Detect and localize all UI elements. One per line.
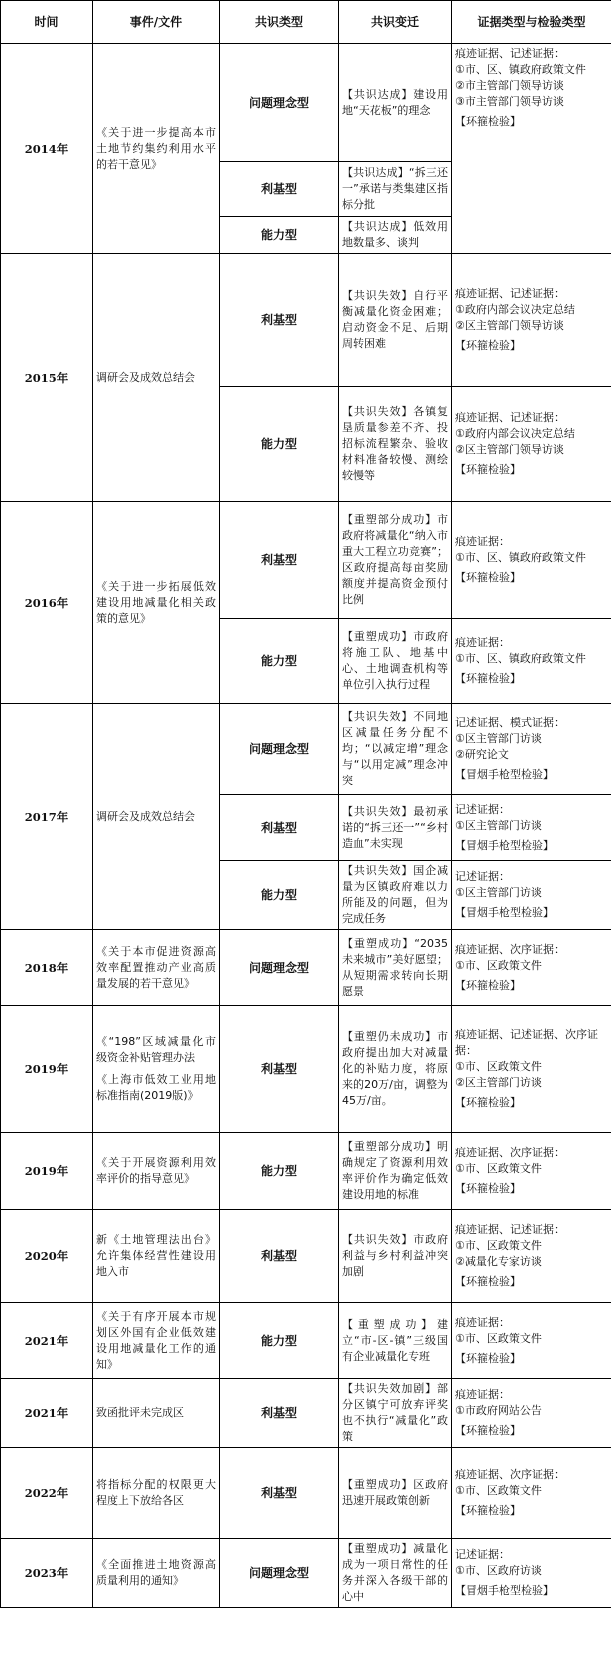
consensus-change-cell: 【重塑部分成功】明确规定了资源利用效率评价作为确定低效建设用地的标准	[339, 1133, 452, 1210]
event-document: 《关于进一步提高本市土地节约集约利用水平的若干意见》	[96, 125, 216, 171]
evidence-item: ②研究论文	[455, 748, 509, 761]
evidence-item: ③市主管部门领导访谈	[455, 95, 564, 108]
test-type-label: 【环箍检验】	[455, 1504, 521, 1517]
consensus-change-cell: 【共识失效】自行平衡减量化资金困难；启动资金不足、后期周转困难	[339, 254, 452, 387]
header-event: 事件/文件	[93, 1, 220, 44]
evidence-item: ①政府内部会议决定总结	[455, 427, 575, 440]
evidence-item: ①区主管部门访谈	[455, 732, 542, 745]
consensus-change-cell: 【重塑部分成功】市政府将减量化“纳入市重大工程立功竞赛”；区政府提高每亩奖励额度并提高资金预付比例	[339, 502, 452, 619]
consensus-type-cell: 问题理念型	[220, 930, 339, 1006]
table-row	[1, 44, 611, 162]
evidence-heading: 痕迹证据：	[455, 535, 510, 548]
table-row	[1, 502, 611, 619]
evidence-cell	[452, 795, 611, 861]
evidence-item: ①市、区政府访谈	[455, 1564, 542, 1577]
evidence-item: ①市、区、镇政府政策文件	[455, 63, 586, 76]
test-type-label: 【冒烟手枪型检验】	[455, 1584, 554, 1597]
event-document: 新《土地管理法出台》允许集体经营性建设用地入市	[96, 1233, 216, 1278]
year-cell: 2023年	[1, 1539, 93, 1608]
event-cell	[93, 1006, 220, 1133]
evidence-item: ①市政府网站公告	[455, 1404, 542, 1417]
table-row	[1, 1303, 611, 1379]
evidence-cell	[452, 1539, 611, 1608]
evidence-item: ②区主管部门访谈	[455, 1076, 542, 1089]
year-cell: 2018年	[1, 930, 93, 1006]
table-row	[1, 704, 611, 795]
evidence-heading: 痕迹证据：	[455, 636, 510, 649]
event-cell	[93, 1303, 220, 1379]
header-consensus-type: 共识类型	[220, 1, 339, 44]
event-cell	[93, 1448, 220, 1539]
consensus-type-cell: 能力型	[220, 1303, 339, 1379]
consensus-change-cell: 【重塑成功】“2035未来城市”美好愿望；从短期需求转向长期愿景	[339, 930, 452, 1006]
consensus-change-cell: 【共识失效加剧】部分区镇宁可放弃评奖也不执行“减量化”政策	[339, 1379, 452, 1448]
evidence-cell	[452, 254, 611, 387]
evidence-item: ②区主管部门领导访谈	[455, 443, 564, 456]
consensus-type-cell: 能力型	[220, 217, 339, 254]
table-row	[1, 1210, 611, 1303]
test-type-label: 【冒烟手枪型检验】	[455, 768, 554, 781]
evidence-cell	[452, 861, 611, 930]
evidence-cell	[452, 1448, 611, 1539]
table-header-row	[1, 1, 611, 44]
evidence-heading: 痕迹证据、记述证据：	[455, 411, 565, 424]
evidence-heading: 记述证据：	[455, 1548, 510, 1561]
year-cell: 2021年	[1, 1379, 93, 1448]
year-cell: 2015年	[1, 254, 93, 502]
test-type-label: 【冒烟手枪型检验】	[455, 838, 554, 852]
consensus-change-cell: 【共识失效】各镇复垦质量参差不齐、投招标流程繁杂、验收材料准备较慢、测绘较慢等	[339, 387, 452, 502]
evidence-item: ①市、区政策文件	[455, 1162, 542, 1175]
test-type-label: 【环箍检验】	[455, 115, 521, 128]
event-document: 致函批评未完成区	[96, 1406, 184, 1419]
header-time: 时间	[1, 1, 93, 44]
consensus-change-cell: 【重塑成功】市政府将施工队、地基中心、土地调查机构等单位引入执行过程	[339, 619, 452, 704]
table-row	[1, 1539, 611, 1608]
consensus-type-cell: 能力型	[220, 1133, 339, 1210]
evidence-item: ①区主管部门访谈	[455, 818, 542, 832]
consensus-change-cell: 【共识达成】“拆三还一”承诺与类集建区指标分批	[339, 162, 452, 217]
consensus-change-cell: 【共识失效】国企减量为区镇政府难以力所能及的问题，但为完成任务	[339, 861, 452, 930]
test-type-label: 【环箍检验】	[455, 672, 521, 685]
consensus-change-cell: 【共识失效】最初承诺的“拆三还一”“乡村造血”未实现	[339, 795, 452, 861]
evidence-cell	[452, 1379, 611, 1448]
event-document: 《上海市低效工业用地标准指南(2019版)》	[96, 1073, 216, 1102]
event-document: 《“198”区域减量化市级资金补贴管理办法	[96, 1035, 216, 1064]
event-document: 《关于本市促进资源高效率配置推动产业高质量发展的若干意见》	[96, 944, 216, 990]
evidence-heading: 痕迹证据：	[455, 1388, 510, 1401]
evidence-cell	[452, 930, 611, 1006]
evidence-heading: 痕迹证据、记述证据：	[455, 47, 565, 60]
year-cell: 2020年	[1, 1210, 93, 1303]
test-type-label: 【环箍检验】	[455, 339, 521, 352]
evidence-heading: 痕迹证据、记述证据：	[455, 1223, 565, 1236]
header-evidence-type: 证据类型与检验类型	[452, 1, 611, 44]
consensus-type-cell: 利基型	[220, 1379, 339, 1448]
consensus-change-cell: 【重塑仍未成功】市政府提出加大对减量化的补贴力度，将原来的20万/亩，调整为45万/亩。	[339, 1006, 452, 1133]
evidence-cell	[452, 1133, 611, 1210]
test-type-label: 【环箍检验】	[455, 463, 521, 476]
consensus-type-cell: 利基型	[220, 1210, 339, 1303]
evidence-cell	[452, 387, 611, 502]
evidence-cell	[452, 704, 611, 795]
event-document: 《关于开展资源利用效率评价的指导意见》	[96, 1156, 216, 1185]
year-cell: 2021年	[1, 1303, 93, 1379]
evidence-item: ①市、区政策文件	[455, 958, 542, 972]
consensus-type-cell: 利基型	[220, 162, 339, 217]
evidence-item: ①市、区、镇政府政策文件	[455, 652, 586, 665]
evidence-cell	[452, 619, 611, 704]
evidence-cell	[452, 1303, 611, 1379]
consensus-change-cell: 【共识达成】建设用地“天花板”的理念	[339, 44, 452, 162]
evidence-item: ①市、区政策文件	[455, 1484, 542, 1497]
evidence-heading: 痕迹证据、次序证据：	[455, 1468, 565, 1481]
event-cell	[93, 1133, 220, 1210]
test-type-label: 【环箍检验】	[455, 1182, 521, 1195]
table-row	[1, 1133, 611, 1210]
consensus-type-cell: 能力型	[220, 619, 339, 704]
evidence-item: ①市、区、镇政府政策文件	[455, 551, 586, 564]
year-cell: 2017年	[1, 704, 93, 930]
year-cell: 2016年	[1, 502, 93, 704]
evidence-item: ①政府内部会议决定总结	[455, 303, 575, 316]
consensus-type-cell: 利基型	[220, 795, 339, 861]
consensus-change-cell: 【共识达成】低效用地数量多、谈判	[339, 217, 452, 254]
table-row	[1, 254, 611, 387]
year-cell: 2022年	[1, 1448, 93, 1539]
consensus-type-cell: 利基型	[220, 254, 339, 387]
evidence-heading: 记述证据：	[455, 870, 510, 883]
event-cell	[93, 44, 220, 254]
event-document: 调研会及成效总结会	[96, 809, 195, 823]
event-cell	[93, 930, 220, 1006]
evidence-item: ②区主管部门领导访谈	[455, 319, 564, 332]
test-type-label: 【环箍检验】	[455, 978, 521, 992]
test-type-label: 【环箍检验】	[455, 1351, 521, 1365]
evidence-cell	[452, 1210, 611, 1303]
table-row	[1, 930, 611, 1006]
event-cell	[93, 1539, 220, 1608]
evidence-heading: 记述证据：	[455, 802, 510, 816]
consensus-change-cell: 【共识失效】不同地区减量任务分配不均；“以减定增”理念与“以用定减”理念冲突	[339, 704, 452, 795]
year-cell: 2014年	[1, 44, 93, 254]
year-cell: 2019年	[1, 1133, 93, 1210]
event-document: 《关于有序开展本市规划区外国有企业低效建设用地减量化工作的通知》	[96, 1309, 216, 1371]
evidence-item: ①区主管部门访谈	[455, 886, 542, 899]
event-cell	[93, 1379, 220, 1448]
event-cell	[93, 704, 220, 930]
table-row	[1, 1448, 611, 1539]
consensus-type-cell: 利基型	[220, 1006, 339, 1133]
evidence-cell	[452, 1006, 611, 1133]
consensus-type-cell: 能力型	[220, 387, 339, 502]
consensus-type-cell: 利基型	[220, 1448, 339, 1539]
evidence-heading: 痕迹证据：	[455, 1315, 510, 1329]
event-document: 调研会及成效总结会	[96, 370, 195, 384]
test-type-label: 【环箍检验】	[455, 1275, 521, 1288]
event-document: 《全面推进土地资源高质量利用的通知》	[96, 1558, 216, 1587]
consensus-type-cell: 问题理念型	[220, 704, 339, 795]
test-type-label: 【环箍检验】	[455, 571, 521, 584]
consensus-change-cell: 【共识失效】市政府利益与乡村利益冲突加剧	[339, 1210, 452, 1303]
evidence-item: ①市、区政策文件	[455, 1060, 542, 1073]
table-row	[1, 1379, 611, 1448]
event-document: 《关于进一步拓展低效建设用地减量化相关政策的意见》	[96, 579, 216, 625]
consensus-type-cell: 问题理念型	[220, 1539, 339, 1608]
evidence-heading: 痕迹证据、记述证据：	[455, 287, 565, 300]
table-row	[1, 1006, 611, 1133]
evidence-cell	[452, 502, 611, 619]
evidence-heading: 记述证据、模式证据：	[455, 716, 565, 729]
year-cell: 2019年	[1, 1006, 93, 1133]
consensus-change-cell: 【重塑成功】建立“市-区-镇”三级国有企业减量化专班	[339, 1303, 452, 1379]
consensus-change-cell: 【重塑成功】区政府迅速开展政策创新	[339, 1448, 452, 1539]
consensus-change-cell: 【重塑成功】减量化成为一项日常性的任务并深入各级干部的心中	[339, 1539, 452, 1608]
event-cell	[93, 1210, 220, 1303]
test-type-label: 【环箍检验】	[455, 1424, 521, 1437]
consensus-type-cell: 能力型	[220, 861, 339, 930]
consensus-type-cell: 问题理念型	[220, 44, 339, 162]
event-document: 将指标分配的权限更大程度上下放给各区	[96, 1478, 216, 1507]
evidence-item: ②减量化专家访谈	[455, 1255, 542, 1268]
header-consensus-change: 共识变迁	[339, 1, 452, 44]
evidence-heading: 痕迹证据、次序证据：	[455, 942, 565, 956]
evidence-heading: 痕迹证据、次序证据：	[455, 1146, 565, 1159]
evidence-cell	[452, 44, 611, 254]
event-cell	[93, 502, 220, 704]
event-cell	[93, 254, 220, 502]
evidence-item: ②市主管部门领导访谈	[455, 79, 564, 92]
test-type-label: 【环箍检验】	[455, 1096, 521, 1109]
evidence-item: ①市、区政策文件	[455, 1239, 542, 1252]
test-type-label: 【冒烟手枪型检验】	[455, 906, 554, 919]
evidence-heading: 痕迹证据、记述证据、次序证据：	[455, 1028, 598, 1057]
consensus-type-cell: 利基型	[220, 502, 339, 619]
evidence-item: ①市、区政策文件	[455, 1331, 542, 1345]
